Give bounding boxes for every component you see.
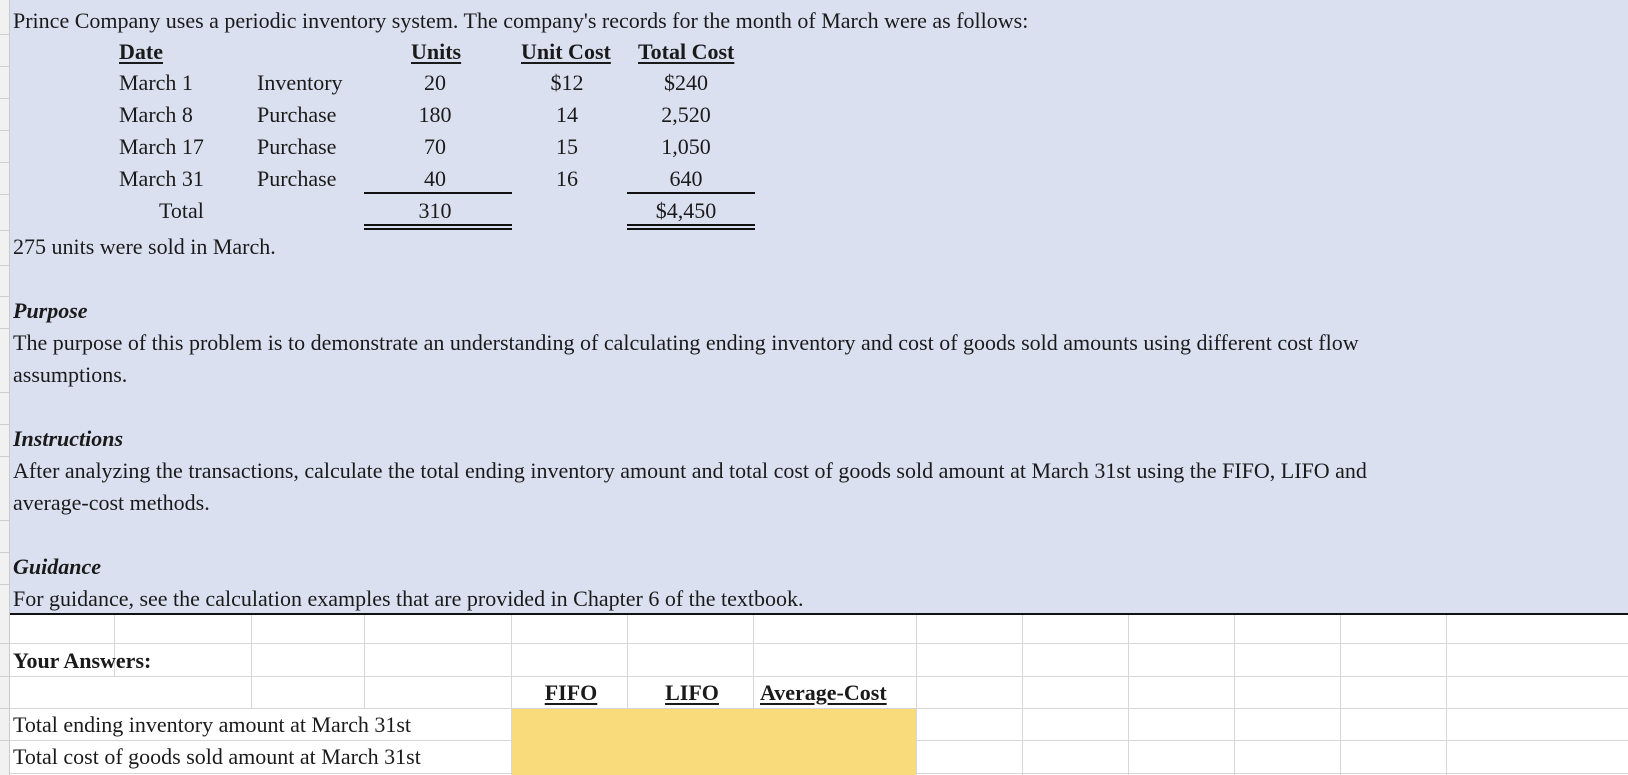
- row-divider: [0, 392, 9, 393]
- header-unit-cost: Unit Cost: [521, 39, 611, 64]
- row-divider: [0, 552, 9, 553]
- answer-row-cogs: Total cost of goods sold amount at March 31st: [13, 744, 421, 769]
- units-double-line: [364, 228, 512, 230]
- grid-col-line: [753, 615, 754, 709]
- row-divider: [0, 643, 9, 644]
- grid-col-line: [1022, 615, 1023, 775]
- row-date: March 1: [119, 70, 193, 95]
- row-units: 70: [424, 134, 446, 159]
- row-date: March 8: [119, 102, 193, 127]
- row-total-cost: 1,050: [661, 134, 711, 159]
- header-units: Units: [411, 39, 462, 64]
- answers-heading: Your Answers:: [13, 648, 152, 673]
- row-divider: [0, 66, 9, 67]
- header-total-cost: Total Cost: [638, 39, 735, 64]
- row-divider: [0, 676, 9, 677]
- column-lifo: LIFO: [665, 680, 719, 705]
- grid-col-line: [1128, 615, 1129, 775]
- units-subtotal-line: [364, 192, 512, 194]
- header-date: Date: [119, 39, 163, 64]
- intro-text: Prince Company uses a periodic inventory system. The company's records for the month of March were as follows:: [13, 8, 1029, 33]
- guidance-text: For guidance, see the calculation examples that are provided in Chapter 6 of the textbook.: [13, 586, 804, 611]
- instructions-line-1: After analyzing the transactions, calculate the total ending inventory amount and total cost of goods sold amount at March 31st using the FIFO, LIFO and: [13, 458, 1367, 483]
- cost-subtotal-line: [627, 192, 755, 194]
- total-label: Total: [159, 198, 204, 223]
- cost-double-line: [627, 228, 755, 230]
- row-divider: [0, 424, 9, 425]
- row-divider: [0, 456, 9, 457]
- grid-col-line: [1446, 615, 1447, 775]
- row-date: March 31: [119, 166, 204, 191]
- row-total-cost: $240: [664, 70, 708, 95]
- grid-col-line: [1234, 615, 1235, 775]
- grid-col-line: [251, 643, 252, 676]
- row-units: 180: [418, 102, 452, 127]
- row-unit-cost: $12: [550, 70, 584, 95]
- grid-row-line: [10, 643, 1628, 644]
- row-unit-cost: 14: [556, 102, 578, 127]
- row-type: Inventory: [257, 70, 343, 95]
- problem-statement-area: [10, 0, 1628, 613]
- row-divider: [0, 130, 9, 131]
- grid-col-line: [251, 615, 252, 643]
- row-header-strip: [0, 0, 10, 775]
- row-divider: [0, 296, 9, 297]
- grid-col-line: [627, 615, 628, 709]
- instructions-line-2: average-cost methods.: [13, 490, 210, 515]
- column-fifo: FIFO: [544, 680, 598, 705]
- purpose-heading: Purpose: [13, 298, 88, 323]
- row-units: 20: [424, 70, 446, 95]
- grid-col-line: [251, 676, 252, 709]
- row-divider: [0, 584, 9, 585]
- answer-input-area[interactable]: [512, 709, 916, 775]
- column-average-cost: Average-Cost: [760, 680, 887, 705]
- row-divider: [0, 265, 9, 266]
- row-divider: [0, 162, 9, 163]
- row-total-cost: 640: [669, 166, 703, 191]
- guidance-heading: Guidance: [13, 554, 101, 579]
- purpose-line-2: assumptions.: [13, 362, 128, 387]
- row-unit-cost: 16: [556, 166, 578, 191]
- row-divider: [0, 708, 9, 709]
- row-date: March 17: [119, 134, 204, 159]
- row-units: 40: [424, 166, 446, 191]
- row-divider: [0, 98, 9, 99]
- total-units: 310: [418, 198, 452, 223]
- row-divider: [0, 230, 9, 231]
- row-divider: [0, 520, 9, 521]
- row-unit-cost: 15: [556, 134, 578, 159]
- row-divider: [0, 740, 9, 741]
- purpose-line-1: The purpose of this problem is to demonstrate an understanding of calculating ending inventory and cost of goods sold amounts using different cost flow: [13, 330, 1359, 355]
- row-divider: [0, 34, 9, 35]
- grid-row-line: [10, 676, 1628, 677]
- grid-col-line: [1340, 615, 1341, 775]
- row-divider: [0, 328, 9, 329]
- instructions-heading: Instructions: [13, 426, 124, 451]
- grid-col-line: [364, 615, 365, 709]
- row-type: Purchase: [257, 134, 337, 159]
- sold-note: 275 units were sold in March.: [13, 234, 276, 259]
- total-cost: $4,450: [655, 198, 717, 223]
- answer-row-ending-inventory: Total ending inventory amount at March 31st: [13, 712, 412, 737]
- problem-bottom-border: [10, 613, 1628, 615]
- cost-double-line: [627, 224, 755, 226]
- units-double-line: [364, 224, 512, 226]
- row-type: Purchase: [257, 102, 337, 127]
- row-type: Purchase: [257, 166, 337, 191]
- row-divider: [0, 194, 9, 195]
- row-total-cost: 2,520: [661, 102, 711, 127]
- grid-col-line: [916, 615, 917, 775]
